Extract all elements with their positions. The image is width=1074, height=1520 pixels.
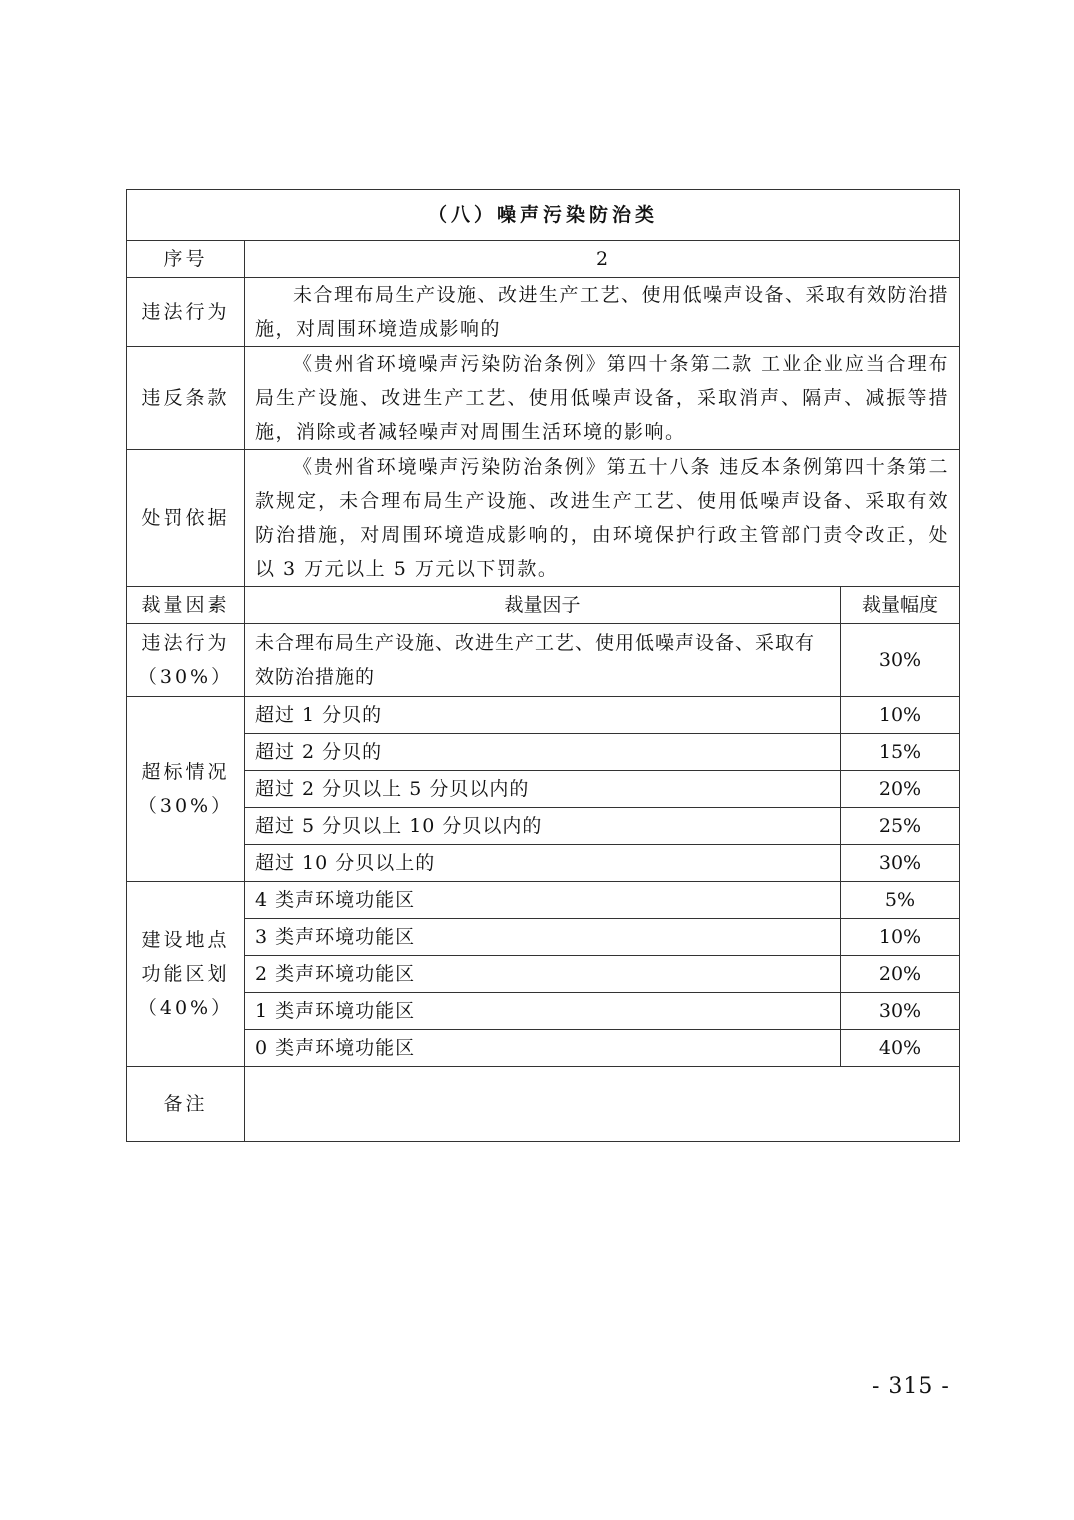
clause-text: 《贵州省环境噪声污染防治条例》第四十条第二款 工业企业应当合理布局生产设施、改进生产工艺、使用低噪声设备，采取消声、隔声、减振等措施，消除或者减轻噪声对周围生活环境的影响。 <box>245 347 960 450</box>
zone-label-weight: （40%） <box>137 997 234 1019</box>
remarks-text <box>245 1067 960 1142</box>
remarks-label: 备注 <box>127 1067 245 1142</box>
violation-row <box>127 278 960 347</box>
behavior-label-name: 违法行为 <box>141 632 230 654</box>
table-title: （八）噪声污染防治类 <box>127 190 960 241</box>
clause-row <box>127 347 960 450</box>
exceed-row <box>127 845 960 882</box>
zone-row <box>127 993 960 1030</box>
exceed-range: 15% <box>841 734 960 771</box>
exceed-item: 超过 10 分贝以上的 <box>245 845 841 882</box>
factor-header: 裁量因素 <box>127 587 245 624</box>
zone-item: 3 类声环境功能区 <box>245 919 841 956</box>
zone-item: 4 类声环境功能区 <box>245 882 841 919</box>
page-number: - 315 - <box>872 1374 950 1399</box>
zone-range: 5% <box>841 882 960 919</box>
zone-range: 30% <box>841 993 960 1030</box>
remarks-row <box>127 1067 960 1142</box>
zone-range: 10% <box>841 919 960 956</box>
serial-label: 序号 <box>127 241 245 278</box>
basis-text: 《贵州省环境噪声污染防治条例》第五十八条 违反本条例第四十条第二款规定，未合理布局生产设施、改进生产工艺、使用低噪声设备、采取有效防治措施，对周围环境造成影响的，由环境保护行政主管部门责令改正，处以 3 万元以上 5 万元以下罚款。 <box>245 450 960 587</box>
zone-range: 40% <box>841 1030 960 1067</box>
zone-item: 0 类声环境功能区 <box>245 1030 841 1067</box>
behavior-range: 30% <box>841 624 960 697</box>
behavior-label-weight: （30%） <box>137 666 234 688</box>
serial-value: 2 <box>245 241 960 278</box>
violation-text: 未合理布局生产设施、改进生产工艺、使用低噪声设备、采取有效防治措施，对周围环境造成影响的 <box>245 278 960 347</box>
zone-item: 1 类声环境功能区 <box>245 993 841 1030</box>
zone-row <box>127 919 960 956</box>
exceed-item: 超过 2 分贝以上 5 分贝以内的 <box>245 771 841 808</box>
violation-label: 违法行为 <box>127 278 245 347</box>
zone-label <box>127 882 245 1067</box>
clause-label: 违反条款 <box>127 347 245 450</box>
exceed-label-name: 超标情况 <box>141 761 230 783</box>
zone-item: 2 类声环境功能区 <box>245 956 841 993</box>
zone-row <box>127 882 960 919</box>
zone-row <box>127 1030 960 1067</box>
behavior-label <box>127 624 245 697</box>
behavior-item: 未合理布局生产设施、改进生产工艺、使用低噪声设备、采取有效防治措施的 <box>245 624 841 697</box>
zone-range: 20% <box>841 956 960 993</box>
behavior-row <box>127 624 960 697</box>
range-header: 裁量幅度 <box>841 587 960 624</box>
exceed-range: 10% <box>841 697 960 734</box>
serial-row <box>127 241 960 278</box>
exceed-row <box>127 734 960 771</box>
zone-label-line2: 功能区划 <box>141 963 230 985</box>
exceed-item: 超过 2 分贝的 <box>245 734 841 771</box>
penalty-table <box>126 189 960 1142</box>
factor-header-row <box>127 587 960 624</box>
zone-row <box>127 956 960 993</box>
title-row <box>127 190 960 241</box>
item-header: 裁量因子 <box>245 587 841 624</box>
exceed-range: 25% <box>841 808 960 845</box>
basis-row <box>127 450 960 587</box>
exceed-row <box>127 771 960 808</box>
exceed-range: 20% <box>841 771 960 808</box>
exceed-label-weight: （30%） <box>137 795 234 817</box>
basis-label: 处罚依据 <box>127 450 245 587</box>
exceed-row <box>127 697 960 734</box>
exceed-row <box>127 808 960 845</box>
zone-label-line1: 建设地点 <box>141 929 230 951</box>
document-sheet <box>126 189 959 1142</box>
exceed-item: 超过 1 分贝的 <box>245 697 841 734</box>
exceed-label <box>127 697 245 882</box>
exceed-range: 30% <box>841 845 960 882</box>
exceed-item: 超过 5 分贝以上 10 分贝以内的 <box>245 808 841 845</box>
